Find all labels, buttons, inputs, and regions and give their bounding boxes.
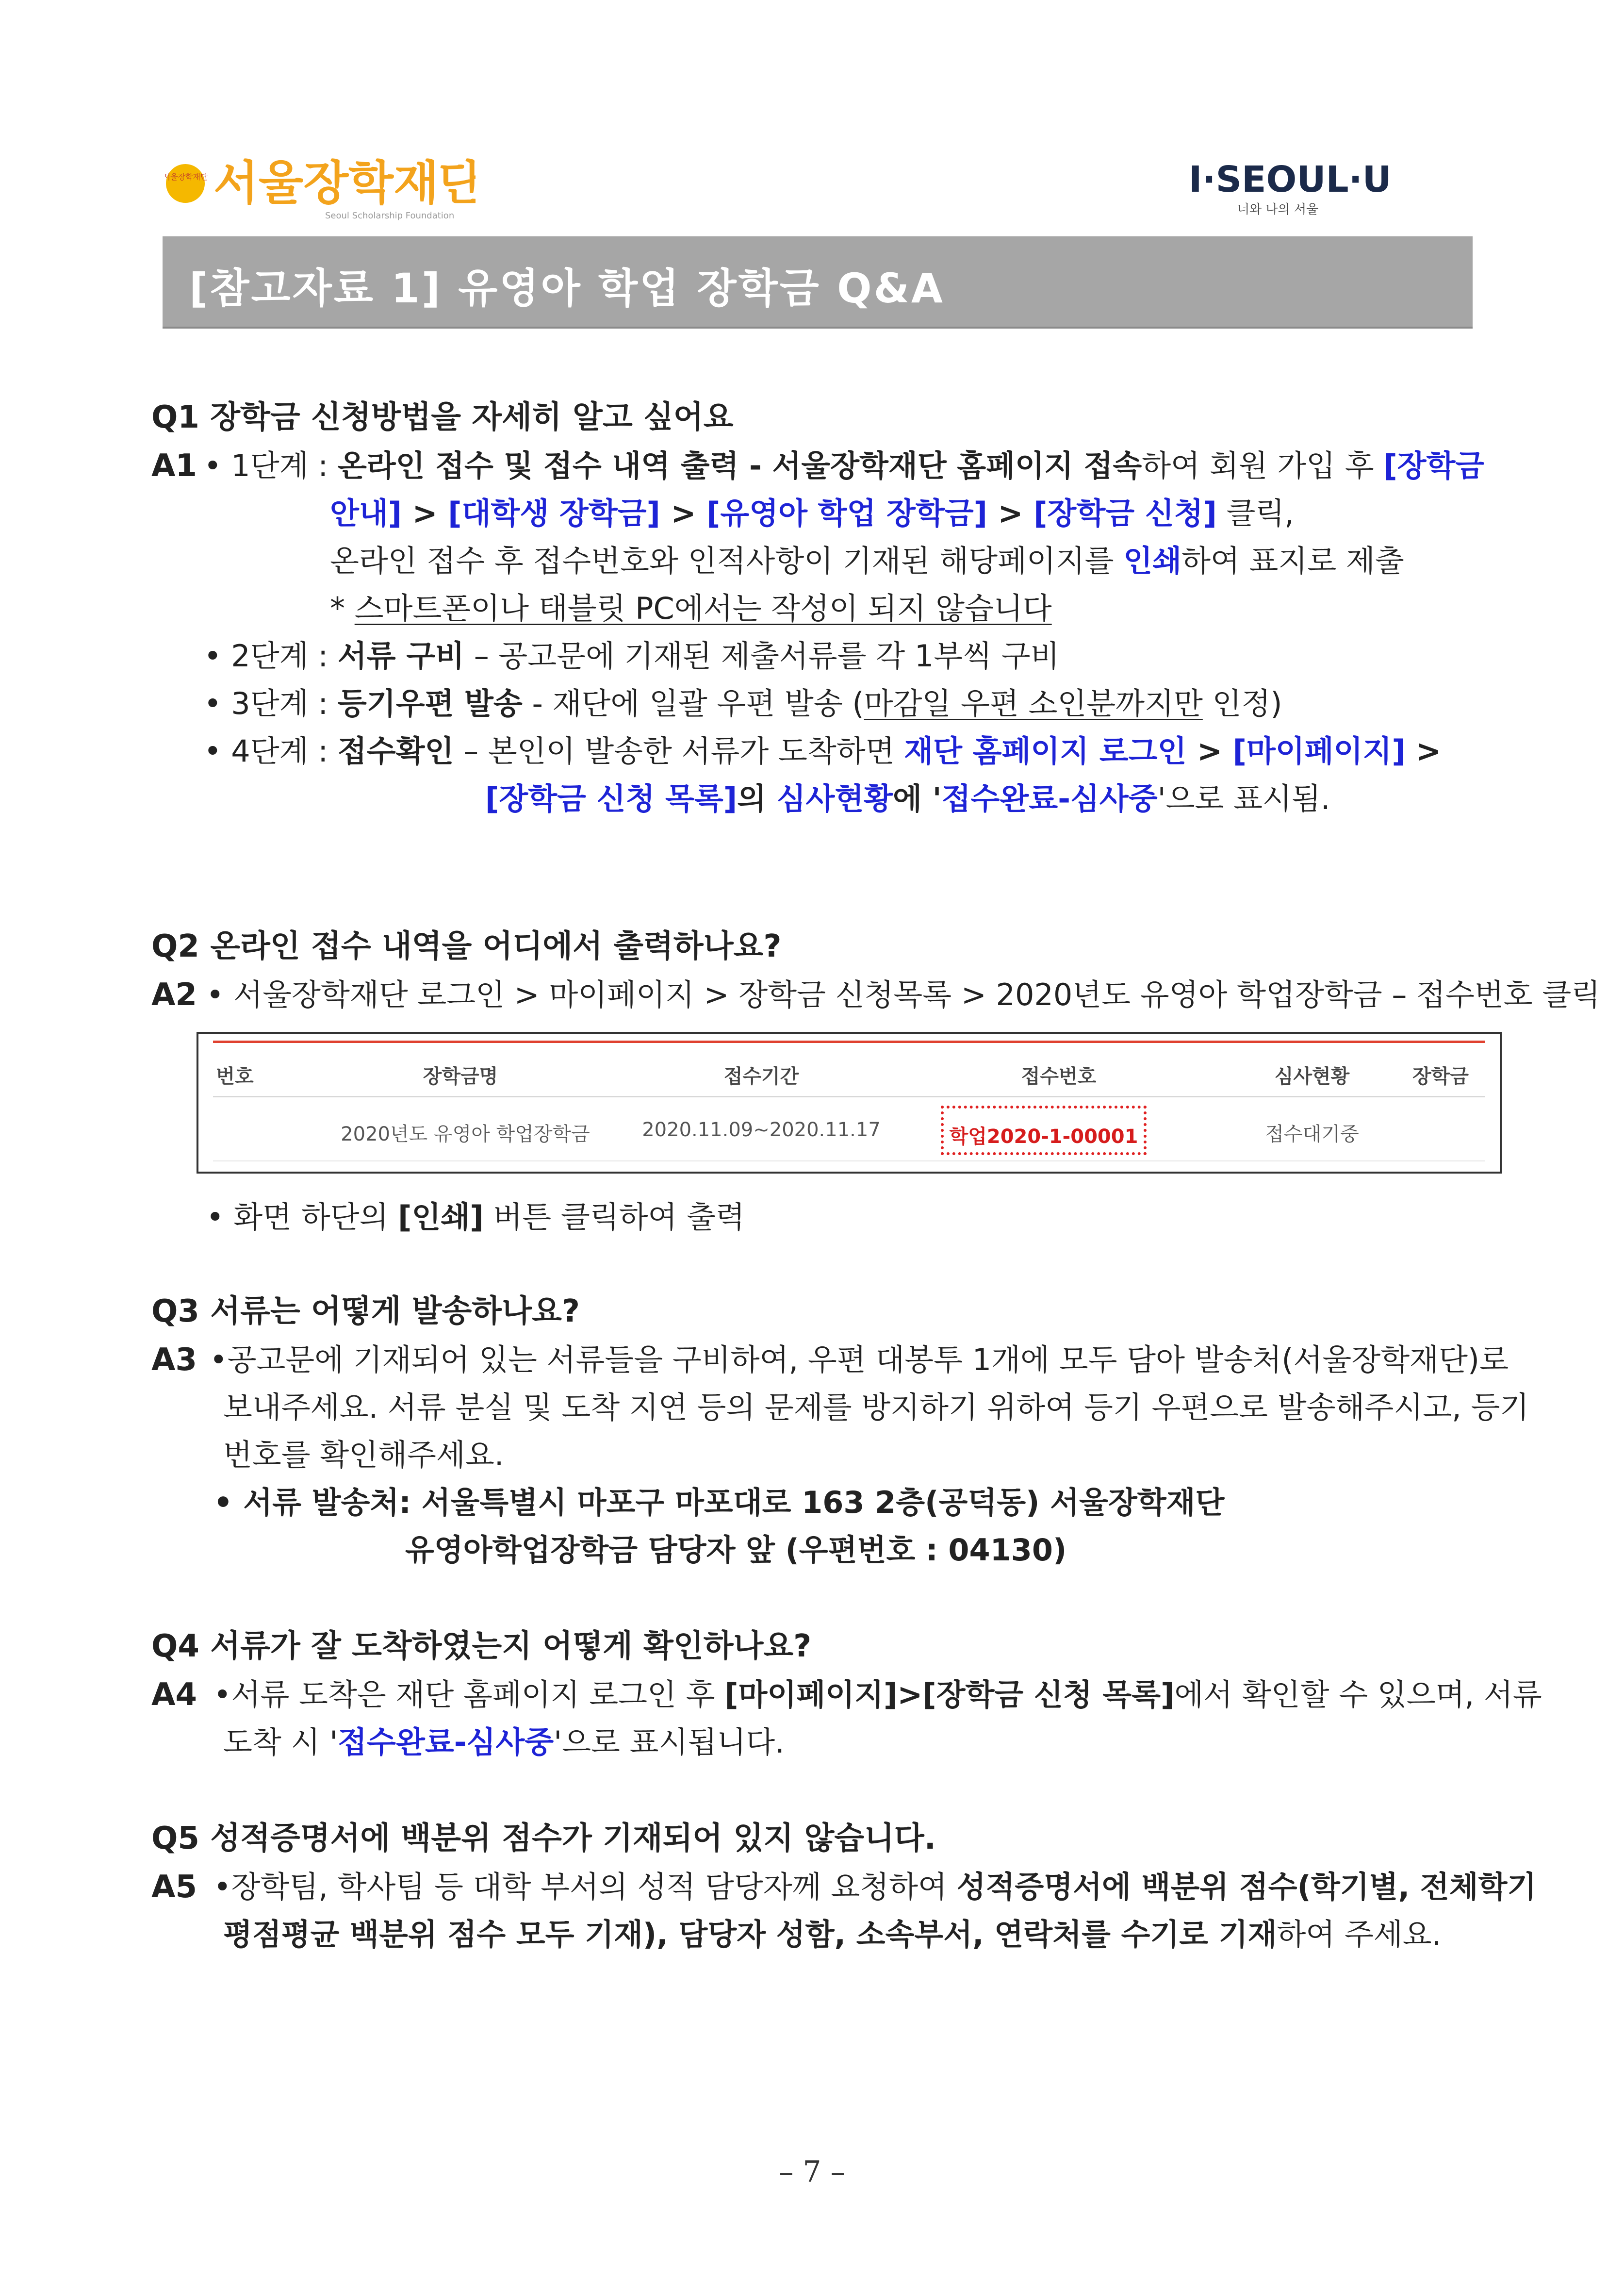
q1-step4-b-b: 에 '	[893, 781, 942, 816]
q1-step4-b-c: '으로 표시됨.	[1157, 781, 1330, 816]
q1-step4-bold: 접수확인	[337, 733, 454, 769]
th-review-status: 심사현황	[1274, 1065, 1350, 1088]
q1-step1-print	[330, 542, 1404, 580]
nav-infant: [유영아 학업 장학금]	[706, 496, 987, 531]
th-amount: 장학금	[1412, 1065, 1469, 1088]
link-mypage: [마이페이지]	[1232, 733, 1406, 769]
link-review-status: 심사현황	[776, 781, 893, 816]
a3-line-3: 번호를 확인해주세요.	[223, 1437, 504, 1473]
q1-question: Q1 장학금 신청방법을 자세히 알고 싶어요	[151, 399, 734, 435]
td-review-status: 접수대기중	[1265, 1123, 1359, 1145]
application-list-table	[197, 1032, 1502, 1174]
q1-step2-prefix: • 2단계 :	[204, 638, 338, 674]
link-homepage-login: 재단 홈페이지 로그인	[904, 733, 1187, 769]
q1-step4-prefix: • 4단계 :	[204, 733, 338, 769]
a3-label: A3	[151, 1342, 197, 1378]
a4-l1-bold: [마이페이지]>[장학금 신청 목록]	[724, 1677, 1175, 1712]
a5-line-2	[223, 1915, 1441, 1954]
q1-step4	[204, 732, 1441, 771]
note-star: *	[330, 591, 355, 626]
nav-sep-1: >	[402, 496, 448, 531]
iseoulu-logo-mark	[1189, 155, 1422, 223]
a5-l2-b: 하여 주세요.	[1277, 1917, 1442, 1952]
a5-line-1	[213, 1868, 1536, 1906]
q1-step4-b-a: 의	[737, 781, 777, 816]
q1-step4-sep1: >	[1186, 733, 1233, 769]
th-number: 번호	[216, 1065, 254, 1088]
q1-step3-b: 인정)	[1202, 686, 1282, 721]
foundation-logo	[165, 146, 476, 223]
title-bar	[163, 236, 1473, 329]
nav-click: 클릭,	[1216, 496, 1295, 531]
receipt-number-highlight[interactable]	[941, 1106, 1147, 1155]
link-scholarship-guide: [장학금	[1383, 448, 1485, 483]
q1-step2-rest: – 공고문에 기재된 제출서류를 각 1부씩 구비	[464, 638, 1060, 674]
page-number: – 7 –	[779, 2155, 845, 2189]
a2-label: A2	[151, 977, 197, 1013]
a3-address: • 서류 발송처: 서울특별시 마포구 마포대로 163 2층(공덕동) 서울장학재단	[213, 1485, 1225, 1520]
print-a: 온라인 접수 후 접수번호와 인적사항이 기재된 해당페이지를	[330, 543, 1124, 579]
a4-l1-a: •서류 도착은 재단 홈페이지 로그인 후	[213, 1677, 725, 1712]
a4-l2-a: 도착 시 '	[223, 1724, 338, 1760]
a4-line-1	[213, 1675, 1542, 1714]
nav-college: [대학생 장학금]	[448, 496, 660, 531]
td-scholarship: 2020년도 유영아 학업장학금	[341, 1123, 590, 1145]
q1-step1	[204, 447, 1484, 485]
q1-step2	[204, 637, 1060, 676]
a4-label: A4	[151, 1677, 197, 1713]
a5-l1-bold: 성적증명서에 백분위 점수(학기별, 전체학기	[956, 1869, 1537, 1904]
print-link: 인쇄	[1123, 543, 1182, 579]
link-apply-list: [장학금 신청 목록]	[485, 781, 738, 816]
q1-step4-a: – 본인이 발송한 서류가 도착하면	[454, 733, 904, 769]
iseoulu-logo	[1189, 155, 1422, 223]
q1-step1-note	[330, 589, 1052, 628]
q1-step4-status	[485, 779, 1330, 818]
q1-step1-rest: 하여 회원 가입 후	[1142, 448, 1384, 483]
q1-step1-bold: 온라인 접수 및 접수 내역 출력 - 서울장학재단 홈페이지 접속	[337, 448, 1142, 483]
iseoulu-wordmark: I·SEOUL·U	[1189, 159, 1392, 200]
table-row[interactable]	[213, 1097, 1485, 1161]
q1-step2-bold: 서류 구비	[337, 638, 464, 674]
q1-step3	[204, 684, 1282, 723]
q2-question: Q2 온라인 접수 내역을 어디에서 출력하나요?	[151, 928, 782, 964]
a4-l1-b: 에서 확인할 수 있으며, 서류	[1174, 1677, 1542, 1712]
a2-print-button-label: [인쇄]	[398, 1199, 484, 1235]
logo-subtitle: Seoul Scholarship Foundation	[325, 211, 455, 221]
a5-l2-bold: 평점평균 백분위 점수 모두 기재), 담당자 성함, 소속부서, 연락처를 수기로 기재	[223, 1917, 1277, 1952]
nav-apply: [장학금 신청]	[1033, 496, 1217, 531]
a4-l2-b: '으로 표시됩니다.	[554, 1724, 785, 1760]
foundation-logo-mark	[165, 146, 476, 223]
a4-line-2	[223, 1723, 785, 1762]
logo-badge-text: 서울장학재단	[165, 172, 208, 182]
table-top-rule	[213, 1041, 1485, 1043]
a1-label: A1	[151, 448, 197, 484]
q3-question: Q3 서류는 어떻게 발송하나요?	[151, 1293, 580, 1329]
q5-question: Q5 성적증명서에 백분위 점수가 기재되어 있지 않습니다.	[151, 1821, 936, 1856]
a3-address-recipient: 유영아학업장학금 담당자 앞 (우편번호 : 04130)	[405, 1532, 1067, 1568]
page-title: [참고자료 1] 유영아 학업 장학금 Q&A	[189, 265, 945, 312]
print-b: 하여 표지로 제출	[1181, 543, 1404, 579]
status-received: 접수완료-심사중	[941, 781, 1158, 816]
nav-sep-3: >	[987, 496, 1034, 531]
th-period: 접수기간	[723, 1065, 799, 1088]
q1-step1-prefix: • 1단계 :	[204, 448, 338, 483]
nav-sep-2: >	[660, 496, 706, 531]
td-period: 2020.11.09~2020.11.17	[642, 1119, 881, 1141]
a2-print-instruction	[206, 1198, 745, 1237]
q1-step3-prefix: • 3단계 :	[204, 686, 338, 721]
a3-line-1: •공고문에 기재되어 있는 서류들을 구비하여, 우편 대봉투 1개에 모두 담아 발송처(서울장학재단)로	[210, 1342, 1509, 1377]
q4-question: Q4 서류가 잘 도착하였는지 어떻게 확인하나요?	[151, 1628, 812, 1664]
q1-step4-sep2: >	[1405, 733, 1442, 769]
a2-answer: • 서울장학재단 로그인 > 마이페이지 > 장학금 신청목록 > 2020년도 유영아 학업장학금 – 접수번호 클릭	[206, 977, 1601, 1012]
a3-line-2: 보내주세요. 서류 분실 및 도착 지연 등의 문제를 방지하기 위하여 등기 우편으로 발송해주시고, 등기	[223, 1390, 1529, 1425]
note-text: 스마트폰이나 태블릿 PC에서는 작성이 되지 않습니다	[354, 591, 1052, 626]
q1-step1-nav	[330, 494, 1294, 533]
table-header-row	[213, 1043, 1485, 1097]
q1-step3-underline: 마감일 우편 소인분까지만	[864, 686, 1203, 721]
a2-print-a: • 화면 하단의	[206, 1199, 398, 1235]
iseoulu-subtitle: 너와 나의 서울	[1237, 202, 1319, 217]
q1-step3-a: - 재단에 일괄 우편 발송 (	[522, 686, 864, 721]
nav-guide: 안내]	[330, 496, 402, 531]
th-receipt-no: 접수번호	[1021, 1065, 1097, 1088]
a2-print-b: 버튼 클릭하여 출력	[483, 1199, 745, 1235]
logo-wordmark: 서울장학재단	[213, 156, 476, 210]
a4-status: 접수완료-심사중	[338, 1724, 554, 1760]
q1-step3-bold: 등기우편 발송	[337, 686, 523, 721]
a5-l1-a: •장학팀, 학사팀 등 대학 부서의 성적 담당자께 요청하여	[213, 1869, 957, 1904]
a5-label: A5	[151, 1869, 197, 1905]
td-receipt-no[interactable]: 학업2020-1-00001	[949, 1126, 1138, 1148]
th-scholarship: 장학금명	[423, 1065, 498, 1088]
